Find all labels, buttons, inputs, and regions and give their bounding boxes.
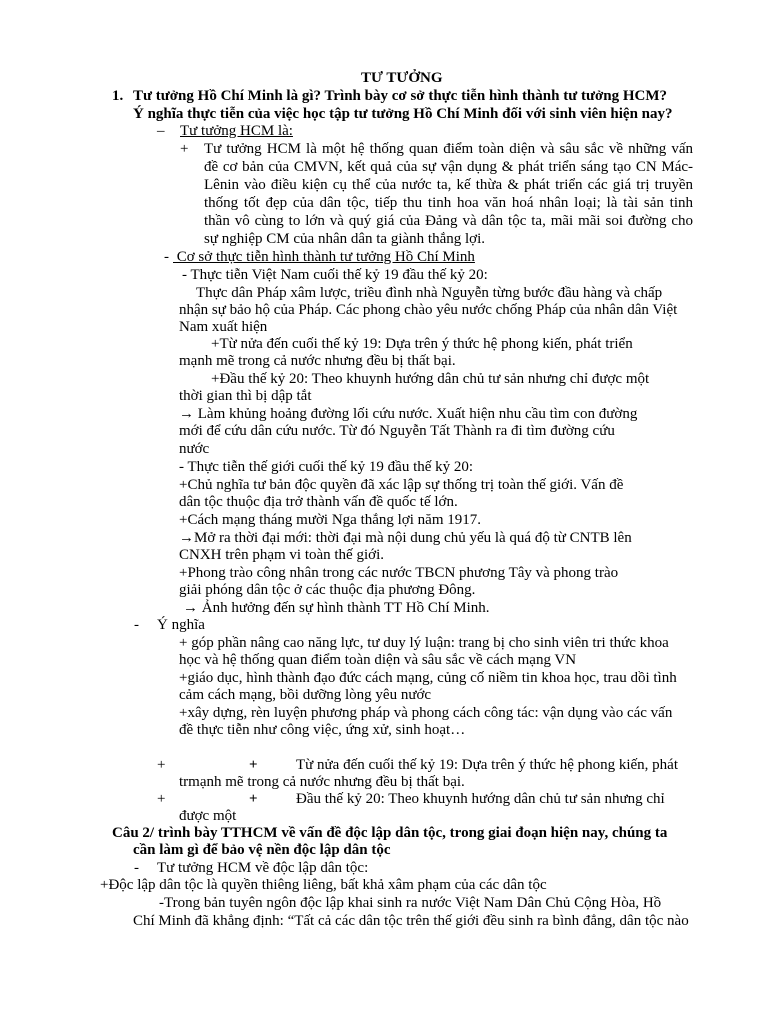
section-4-heading: Tư tưởng HCM về độc lập dân tộc: xyxy=(157,860,369,876)
section-1-heading: Tư tưởng HCM là: xyxy=(180,123,293,139)
question-1-line-1: Tư tưởng Hồ Chí Minh là gì? Trình bày cơ sở thực tiễn hình thành tư tưởng HCM? xyxy=(133,88,668,104)
section-2-line: dân tộc thuộc địa trở thành vấn đề quốc tế lớn. xyxy=(179,494,458,510)
doc-title: TƯ TƯỞNG xyxy=(361,70,443,86)
section-3-heading: Ý nghĩa xyxy=(157,617,205,633)
section-3-line: + góp phần nâng cao năng lực, tư duy lý luận: trang bị cho sinh viên tri thức khoa xyxy=(179,635,669,651)
section-2-bullet: - xyxy=(164,249,169,265)
question-2-line-1: Câu 2/ trình bày TTHCM về vấn đề độc lập dân tộc, trong giai đoạn hiện nay, chúng ta xyxy=(112,825,668,841)
section-4-line: +Độc lập dân tộc là quyền thiêng liêng, bất khả xâm phạm của các dân tộc xyxy=(100,877,547,893)
section-2-line: Nam xuất hiện xyxy=(179,319,268,335)
extra-line: Đầu thế kỷ 20: Theo khuynh hướng dân chủ tư sản nhưng chỉ xyxy=(296,791,665,807)
section-3-line: cảm cách mạng, bồi dưỡng lòng yêu nước xyxy=(179,687,432,703)
section-4-bullet: - xyxy=(134,860,139,876)
section-2-line: mới để cứu dân cứu nước. Từ đó Nguyễn Tất Thành ra đi tìm đường cứu xyxy=(179,423,615,439)
section-1-line: Tư tưởng HCM là một hệ thống quan điểm toàn diện và sâu sắc về những vấn xyxy=(204,141,693,157)
section-3-line: học và hệ thống quan điểm toàn diện và sâu sắc về cách mạng VN xyxy=(179,652,577,668)
section-3-line: +giáo dục, hình thành đạo đức cách mạng, củng cố niềm tin khoa học, trau dồi tình xyxy=(179,670,677,686)
section-2-line: mạnh mẽ trong cả nước nhưng đều bị thất bại. xyxy=(179,353,456,369)
section-2-line: +Phong trào công nhân trong các nước TBCN phương Tây và phong trào xyxy=(179,565,619,581)
section-1-bullet: – xyxy=(157,123,165,139)
section-1-line: thần vô cùng to lớn và quý giá của Đảng và dân tộc ta, mãi mãi soi đường cho xyxy=(204,213,693,229)
question-2-line-2: cần làm gì để bảo vệ nền độc lập dân tộc xyxy=(133,842,391,858)
section-4-line: Chí Minh đã khẳng định: “Tất cả các dân tộc trên thế giới đều sinh ra bình đẳng, dân tộc nào xyxy=(133,913,689,929)
section-2-line: →Mở ra thời đại mới: thời đại mà nội dung chủ yếu là quá độ từ CNTB lên xyxy=(179,530,632,546)
section-3-bullet: - xyxy=(134,617,139,633)
section-1-line: thống tốt đẹp của dân tộc, tiếp thu tinh hoa văn hoá nhân loại; là tài sản tinh xyxy=(204,195,693,211)
extra-line: được một xyxy=(179,808,237,824)
section-4-line: -Trong bản tuyên ngôn độc lập khai sinh ra nước Việt Nam Dân Chủ Cộng Hòa, Hồ xyxy=(159,895,662,911)
extra-plus: + xyxy=(157,791,166,807)
section-2-line: - Thực tiễn Việt Nam cuối thế kỷ 19 đầu thế kỷ 20: xyxy=(182,267,488,283)
section-2-line: CNXH trên phạm vi toàn thế giới. xyxy=(179,547,384,563)
extra-plus-bold: + xyxy=(249,757,258,773)
section-2-heading: Cơ sở thực tiễn hình thành tư tưởng Hồ Chí Minh xyxy=(173,249,475,265)
section-2-line: → Làm khủng hoảng đường lối cứu nước. Xuất hiện nhu cầu tìm con đường xyxy=(179,406,638,422)
extra-plus: + xyxy=(157,757,166,773)
section-2-line: +Đầu thế kỷ 20: Theo khuynh hướng dân chủ tư sản nhưng chỉ được một xyxy=(211,371,650,387)
section-3-line: đề thực tiễn như công việc, ứng xử, sinh hoạt… xyxy=(179,722,466,738)
extra-line: Từ nửa đến cuối thế kỷ 19: Dựa trên ý thức hệ phong kiến, phát xyxy=(296,757,679,773)
section-1-line: sự nghiệp CM của nhân dân ta giành thắng lợi. xyxy=(204,231,486,247)
section-3-line: +xây dựng, rèn luyện phương pháp và phong cách công tác: vận dụng vào các vấn xyxy=(179,705,673,721)
section-2-line: - Thực tiễn thế giới cuối thế kỷ 19 đầu thế kỷ 20: xyxy=(179,459,474,475)
section-1-line: Lênin vào điều kiện cụ thể của nước ta, kế thừa & phát triển các giá trị truyền xyxy=(204,177,693,193)
section-2-line: +Từ nửa đến cuối thế kỷ 19: Dựa trên ý thức hệ phong kiến, phát triển xyxy=(211,336,633,352)
section-2-line: nước xyxy=(179,441,210,457)
extra-line: trmạnh mẽ trong cả nước nhưng đều bị thất bại. xyxy=(179,774,465,790)
section-2-line: Thực dân Pháp xâm lược, triều đình nhà Nguyễn từng bước đầu hàng và chấp xyxy=(196,285,663,301)
section-2-line: thời gian thì bị dập tắt xyxy=(179,388,312,404)
section-2-line: nhận sự bảo hộ của Pháp. Các phong chào yêu nước chống Pháp của nhân dân Việt xyxy=(179,302,678,318)
section-1-line: đề cơ bản của CMVN, kết quả của sự vận dụng & phát triển sáng tạo CN Mác- xyxy=(204,159,693,175)
section-2-line: +Chủ nghĩa tư bản độc quyền đã xác lập sự thống trị toàn thế giới. Vấn đề xyxy=(179,477,624,493)
extra-plus-bold: + xyxy=(249,791,258,807)
question-1-line-2: Ý nghĩa thực tiễn của việc học tập tư tưởng Hồ Chí Minh đối với sinh viên hiện nay? xyxy=(133,106,673,122)
section-2-line: +Cách mạng tháng mười Nga thắng lợi năm 1917. xyxy=(179,512,481,528)
section-1-plus: + xyxy=(180,141,189,157)
section-2-line: giải phóng dân tộc ở các thuộc địa phương Đông. xyxy=(179,582,476,598)
section-2-line: → Ảnh hưởng đến sự hình thành TT Hồ Chí Minh. xyxy=(183,600,490,616)
question-1-number: 1. xyxy=(112,88,124,104)
